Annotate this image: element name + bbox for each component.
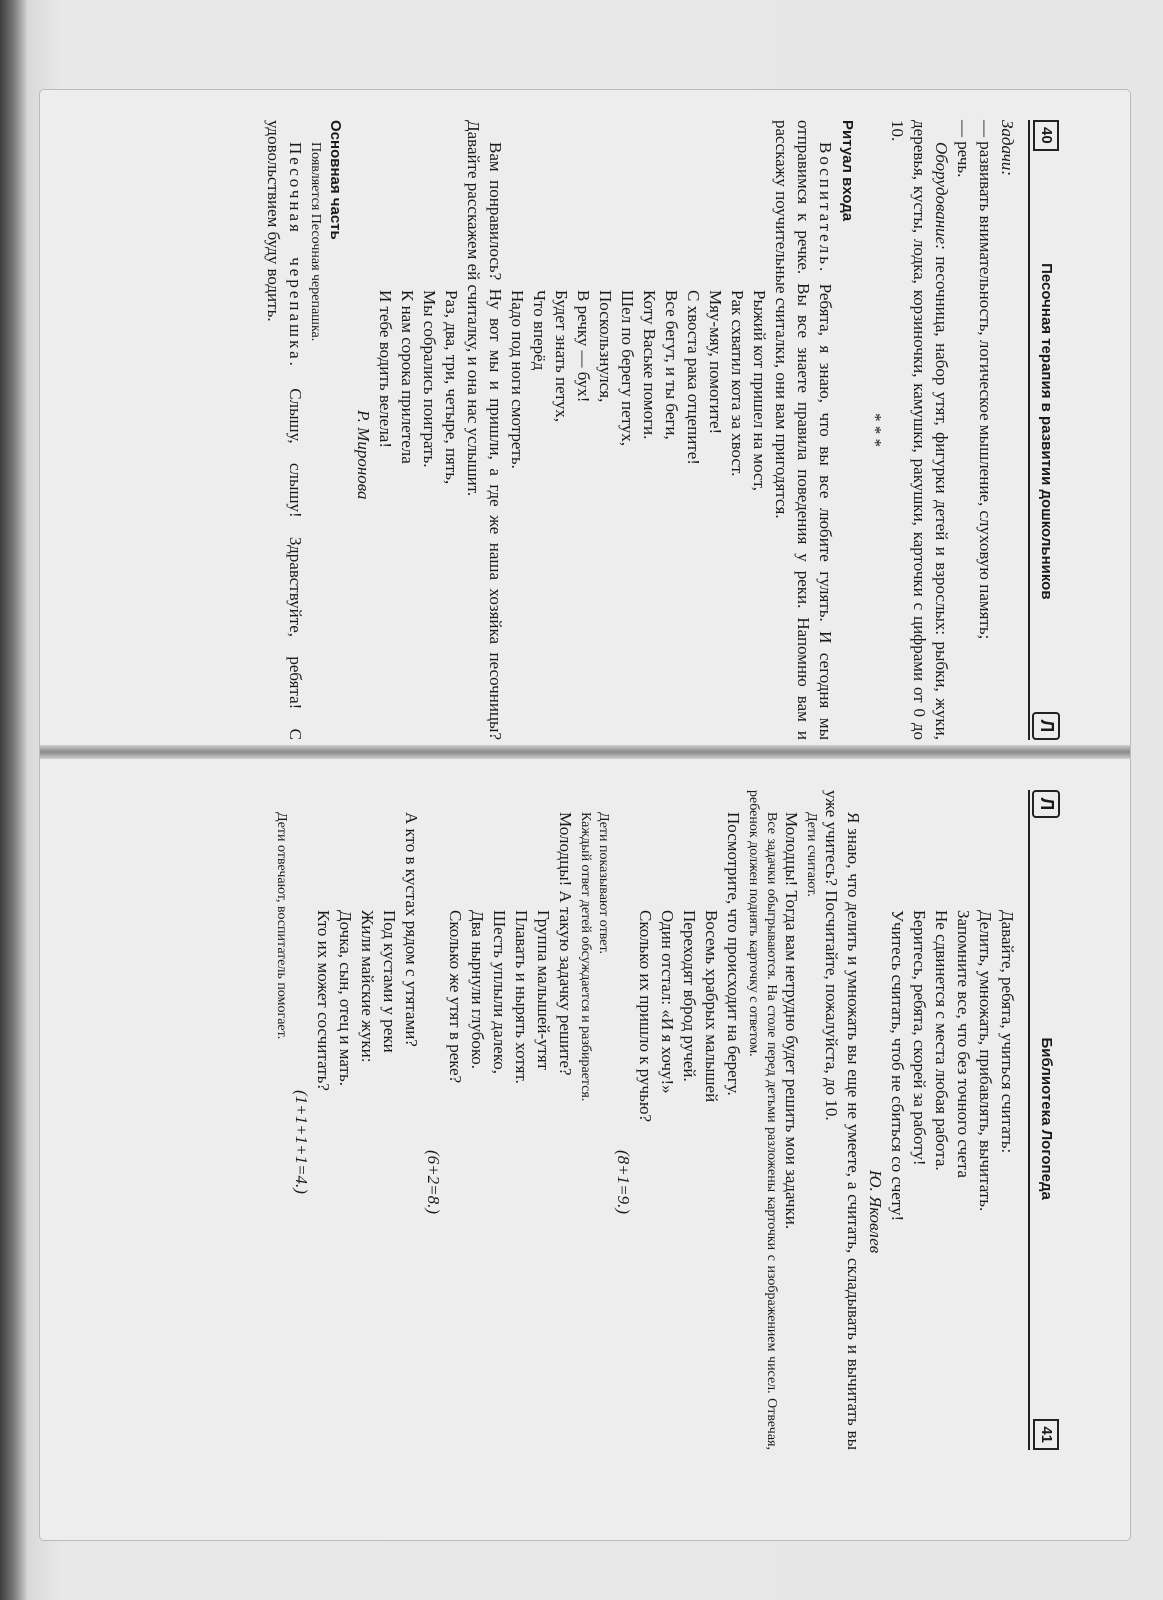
poem-line: Рыжий кот пришел на мост, xyxy=(750,290,769,492)
tasks-label: Задачи: xyxy=(998,120,1017,177)
tasks-note: Все задачки обыгрываются. На столе перед детьми разложены карточки с изображением чисел. Отвечая, ребенок должен поднять карточку с ответом. xyxy=(746,790,779,1450)
page-41 xyxy=(260,790,1060,1450)
answer-formula: (1+1+1+1=4.) xyxy=(292,1090,311,1194)
stage-direction: Появляется Песочная черепашка. xyxy=(308,142,323,342)
ritual-paragraph xyxy=(770,120,836,740)
poem-learn-to-count xyxy=(864,790,1018,1450)
poem-line: Жили майские жуки: xyxy=(358,910,377,1063)
poem-line: Запомните все, что без точного счета xyxy=(954,910,973,1178)
publisher-logo-icon: Л xyxy=(1032,712,1060,740)
poem-line: Кто их может сосчитать? xyxy=(314,910,333,1091)
poem-line: Шел по берегу петух, xyxy=(618,290,637,447)
running-head xyxy=(1028,120,1060,740)
poem-line: Делить, умножать, прибавлять, вычитать. xyxy=(976,910,995,1212)
well-done-paragraph: Молодцы! Тогда вам нетрудно будет решить мои задачки. xyxy=(782,812,801,1230)
stage-direction: Каждый ответ детей обсуждается и разбирается. xyxy=(578,812,593,1102)
section-stars: * * * xyxy=(866,413,885,447)
poem-line: Сколько же утят в реке? xyxy=(446,910,465,1084)
page-number: 40 xyxy=(1033,120,1059,151)
poem-line: Раз, два, три, четыре, пять, xyxy=(442,290,461,485)
equipment-text: песочница, набор утят, фигурки детей и взрослых: рыбки, жуки, деревья, кусты, лодка, корзиночки, камушки, ракушки, карточки с цифрами от 0 до 10. xyxy=(888,120,951,740)
poem-line: Дочка, сын, отец и мать. xyxy=(336,910,355,1086)
poem-line: Надо под ноги смотреть. xyxy=(508,290,527,469)
running-head-title: Песочная терапия в развитии дошкольников xyxy=(1038,263,1055,600)
poem-line: К нам сорока прилетела xyxy=(398,290,417,464)
running-head-title: Библиотека Логопеда xyxy=(1038,1037,1055,1200)
equipment-paragraph xyxy=(886,120,952,740)
book-gutter xyxy=(40,745,1130,759)
poem-line: Один отстал: «И я хочу!» xyxy=(658,910,677,1094)
poem-line: Что вперёд xyxy=(530,290,549,371)
speaker-name: Песочная черепашка. xyxy=(286,142,305,369)
poem-line: Сколько их пришло к ручью? xyxy=(636,910,655,1123)
poem-line: Мы собрались поиграть. xyxy=(420,290,439,468)
bushes-question: А кто в кустах рядом с утятами? xyxy=(402,812,421,1047)
poem-line: Два нырнули глубоко. xyxy=(468,910,487,1070)
answer-formula: (8+1=9.) xyxy=(614,1150,633,1215)
task-item: — речь. xyxy=(954,120,973,178)
poem-beetles xyxy=(290,790,400,1450)
poem-line: Давайте, ребята, учиться считать: xyxy=(998,910,1017,1154)
ritual-text: Ребята, я знаю, что вы все любите гулять. И сегодня мы отправимся к речке. Вы все знаете правила поведения у реки. Напомню вам и расскажу поучительные считалки, они вам пригодятся. xyxy=(772,120,835,741)
poem-ducklings xyxy=(422,790,554,1450)
turtle-text: Слышу, слышу! Здравствуйте, ребята! С удовольствием буду водить. xyxy=(264,120,305,740)
poem-line: Группа малышей-утят xyxy=(534,910,553,1071)
task-item: — развивать внимательность, логическое мышление, слуховую память; xyxy=(976,120,995,640)
poem-line: С хвоста рака отцепите! xyxy=(684,290,703,465)
poem-line: Восемь храбрых малышей xyxy=(702,910,721,1103)
stage-direction: Дети считают. xyxy=(804,812,819,897)
turtle-paragraph xyxy=(262,120,306,740)
equipment-label: Оборудование: xyxy=(932,142,951,250)
poem-line: Поскользнулся, xyxy=(596,290,615,403)
poem-line: Будет знать петух, xyxy=(552,290,571,423)
poem-line: Учитесь считать, чтоб не сбиться со счету! xyxy=(888,910,907,1222)
poem-line: Плавать и нырять хотят. xyxy=(512,910,531,1084)
publisher-logo-icon: Л xyxy=(1032,790,1060,818)
question-paragraph: Вам понравилось? Ну вот мы и пришли, а где же наша хозяйка песочницы? Давайте расскажем ей считалку, и она нас услышит. xyxy=(464,120,505,740)
poem-line: Коту Ваське помоги. xyxy=(640,290,659,440)
poem-line: Не сдвинется с места любая работа. xyxy=(932,910,951,1171)
poem-count-to-five xyxy=(352,120,462,740)
poem-eight-kids xyxy=(612,790,722,1450)
page-40 xyxy=(260,120,1060,740)
well-done-paragraph: Молодцы! А такую задачку решите? xyxy=(556,812,575,1076)
poem-line: Беритесь, ребята, скорей за работу! xyxy=(910,910,929,1166)
know-paragraph: Я знаю, что делить и умножать вы еще не умеете, а считать, складывать и вычитать вы уже учитесь? Посчитайте, пожалуйста, до 10. xyxy=(822,790,863,1450)
poem-line: Под кустами у реки xyxy=(380,910,399,1053)
poem-line: И тебе водить велела! xyxy=(376,290,395,449)
stage-direction: Дети отвечают, воспитатель помогает. xyxy=(274,812,289,1040)
poem-line: Шесть уплыли далеко, xyxy=(490,910,509,1074)
poem-line: Все бегут, и ты беги, xyxy=(662,290,681,440)
poem-counting-rhyme xyxy=(506,120,770,740)
stage-direction: Дети показывают ответ. xyxy=(596,812,611,955)
ritual-heading: Ритуал входа xyxy=(839,120,856,222)
poem-author: Ю. Яковлев xyxy=(866,1170,885,1254)
task-text: речь. xyxy=(954,141,973,178)
answer-formula: (6+2=8.) xyxy=(424,1150,443,1215)
look-paragraph: Посмотрите, что происходит на берегу. xyxy=(724,812,743,1096)
poem-line: В речку — бух! xyxy=(574,290,593,403)
poem-line: Мяу-мяу, помогите! xyxy=(706,290,725,435)
main-part-heading: Основная часть xyxy=(327,120,344,240)
page-number: 41 xyxy=(1033,1419,1059,1450)
poem-line: Рак схватил кота за хвост. xyxy=(728,290,747,477)
running-head xyxy=(1028,790,1060,1450)
task-text: развивать внимательность, логическое мышление, слуховую память; xyxy=(976,141,995,640)
poem-author: Р. Миронова xyxy=(354,410,373,500)
poem-line: Переходят вброд ручей. xyxy=(680,910,699,1082)
speaker-name: Воспитатель. xyxy=(816,142,835,275)
